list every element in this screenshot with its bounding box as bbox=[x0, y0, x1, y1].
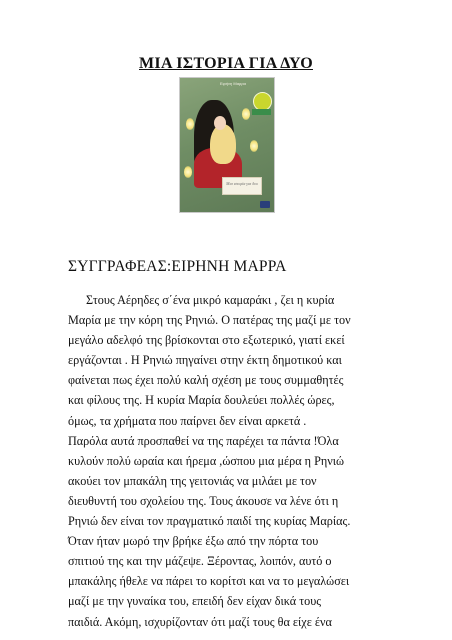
story-paragraph bbox=[68, 290, 388, 632]
author-heading: ΣΥΓΓΡΑΦΕΑΣ:ΕΙΡΗΝΗ ΜΑΡΡΑ bbox=[68, 258, 287, 275]
paragraph-line: ακούει τον μπακάλη της γειτονιάς να μιλάει με τον bbox=[68, 473, 317, 488]
book-cover-image bbox=[180, 78, 274, 212]
cover-face-figure bbox=[214, 116, 226, 130]
publisher-logo-icon bbox=[260, 201, 270, 208]
paragraph-line: κυλούν πολύ ωραία και ήρεμα ,ώσπου μια μέρα η Ρηνιώ bbox=[68, 453, 345, 468]
paragraph-line: Μαρία με την κόρη της Ρηνιώ. Ο πατέρας της μαζί με τον bbox=[68, 313, 351, 328]
paragraph-line: Στους Αέρηδες σ΄ένα μικρό καμαράκι , ζει η κυρία bbox=[86, 293, 335, 307]
cover-light-icon bbox=[250, 140, 258, 152]
paragraph-line: μεγάλο αδελφό της βρίσκονται στο εξωτερικό, γιατί εκεί bbox=[68, 333, 345, 348]
cover-title-sign: Μια ιστορία για δυο bbox=[222, 177, 262, 195]
paragraph-line: και φίλους της. Η κυρία Μαρία δουλεύει πολλές ώρες, bbox=[68, 393, 335, 408]
paragraph-line: Όταν ήταν μωρό την βρήκε έξω από την πόρτα του bbox=[68, 534, 319, 549]
cover-child-figure bbox=[210, 124, 236, 164]
paragraph-line: φαίνεται πως έχει πολύ καλή σχέση με τους συμμαθητές bbox=[68, 373, 344, 388]
paragraph-line: παιδιά. Ακόμη, ισχυρίζονταν ότι μαζί τους θα είχε ένα bbox=[68, 614, 332, 629]
cover-author-text: Ειρήνη Μαρρα bbox=[220, 81, 246, 86]
paragraph-line: σπιτιού της και την μάζεψε. Ξέροντας, λοιπόν, αυτό ο bbox=[68, 554, 332, 569]
paragraph-line: εργάζονται . Η Ρηνιώ πηγαίνει στην έκτη δημοτικού και bbox=[68, 353, 342, 368]
paragraph-line: μαζί με την γυναίκα του, επειδή δεν είχαν δικά τους bbox=[68, 594, 322, 609]
paragraph-line: Ρηνιώ δεν είναι τον πραγματικό παιδί της κυρίας Μαρίας. bbox=[68, 514, 351, 529]
paragraph-line: διευθυντή του σχολείου της. Τους άκουσε να λένε ότι η bbox=[68, 493, 339, 508]
paragraph-line: Παρόλα αυτά προσπαθεί να της παρέχει τα πάντα !Όλα bbox=[68, 433, 339, 448]
paragraph-line: μπακάλης ήθελε να πάρει το κορίτσι και να το μεγαλώσει bbox=[68, 574, 350, 589]
document-title: ΜΙΑ ΙΣΤΟΡΙΑ ΓΙΑ ΔΥΟ bbox=[139, 55, 313, 72]
cover-badge-bar bbox=[252, 109, 271, 115]
cover-light-icon bbox=[186, 118, 194, 130]
paragraph-line: όμως, τα χρήματα που παίρνει δεν είναι αρκετά . bbox=[68, 413, 307, 428]
cover-light-icon bbox=[242, 108, 250, 120]
cover-light-icon bbox=[184, 166, 192, 178]
